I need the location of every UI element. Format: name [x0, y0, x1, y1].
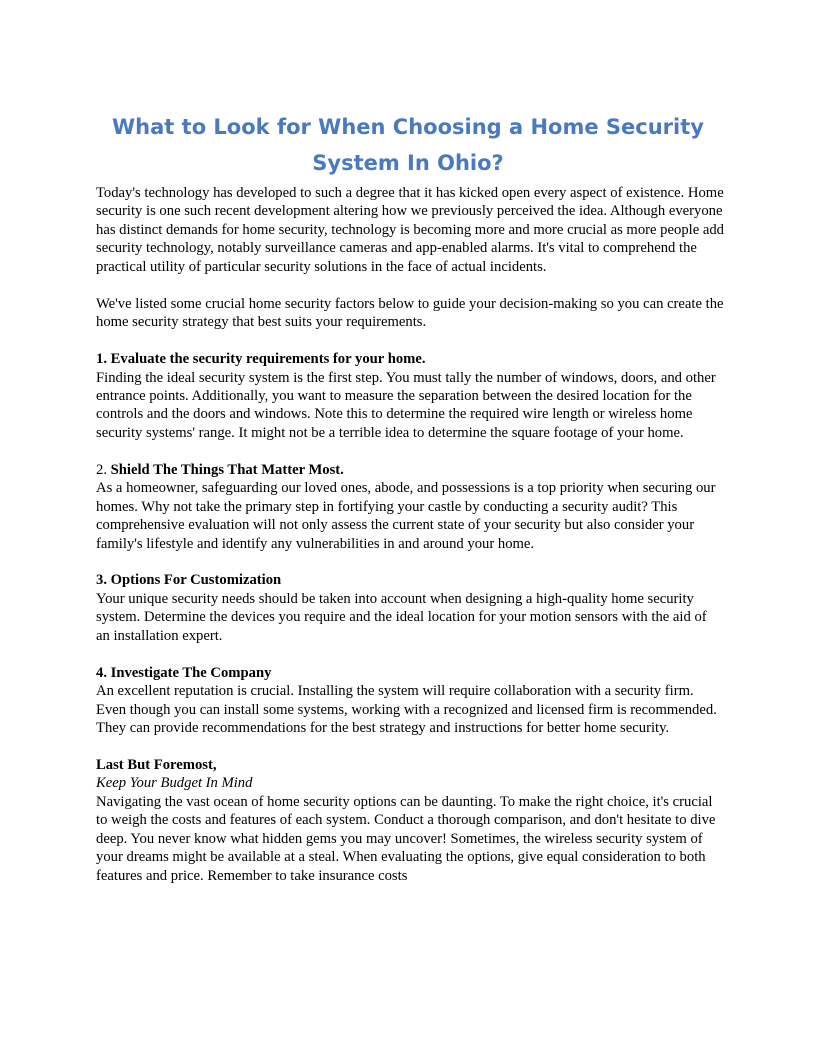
lead-paragraph: We've listed some crucial home security factors below to guide your decision-making so you can create the home security strategy that best suits your requirements. — [96, 295, 724, 331]
title-line-1: What to Look for When Choosing a Home Security — [112, 115, 704, 139]
section-4-body: An excellent reputation is crucial. Installing the system will require collaboration with a security firm. Even though you can install some systems, working with a recognized and licensed firm is recommended. They can provide recommendations for the best strategy and instructions for better home security. — [96, 683, 717, 737]
section-4-heading: 4. Investigate The Company — [96, 664, 272, 681]
title-line-2: System In Ohio? — [312, 151, 504, 175]
section-2-number: 2. — [96, 461, 111, 478]
last-body: Navigating the vast ocean of home security options can be daunting. To make the right choice, it's crucial to weigh the costs and features of each system. Conduct a thorough comparison, and don't hesitate to dive deep. You never know what hidden gems you may uncover! Sometimes, the wireless security system of your dreams might be available at a steal. When evaluating the options, give equal consideration to both features and price. Remember to take insurance costs — [96, 793, 716, 884]
last-subheading: Keep Your Budget In Mind — [96, 775, 253, 792]
section-2-body: As a homeowner, safeguarding our loved ones, abode, and possessions is a top priority when securing our homes. Why not take the primary step in fortifying your castle by conducting a security audit? This comprehensive evaluation will not only assess the current state of your security but also consider your family's lifestyle and identify any vulnerabilities in and around your home. — [96, 480, 716, 552]
section-2-heading-text: Shield The Things That Matter Most. — [110, 461, 344, 478]
section-2-heading — [96, 461, 724, 479]
section-1-body: Finding the ideal security system is the first step. You must tally the number of windows, doors, and other entrance points. Additionally, you want to measure the separation between the desired location for the controls and the doors and windows. Note this to determine the required wire length or wireless home security systems' range. It might not be a terrible idea to determine the square footage of your home. — [96, 369, 716, 441]
document-title — [96, 109, 720, 181]
intro-paragraph: Today's technology has developed to such a degree that it has kicked open every aspect of existence. Home security is one such recent development altering how we previously perceived the idea. Although everyone has distinct demands for home security, technology is becoming more and more crucial as more people add security technology, notably surveillance cameras and app-enabled alarms. It's vital to comprehend the practical utility of particular security solutions in the face of actual incidents. — [96, 185, 725, 275]
section-3-body: Your unique security needs should be taken into account when designing a high-quality home security system. Determine the devices you require and the ideal location for your motion sensors with the aid of an installation expert. — [96, 590, 707, 644]
section-3-heading: 3. Options For Customization — [96, 572, 282, 589]
section-1-heading: 1. Evaluate the security requirements for your home. — [96, 351, 426, 368]
last-heading: Last But Foremost, — [96, 756, 217, 773]
document-body — [96, 184, 724, 885]
